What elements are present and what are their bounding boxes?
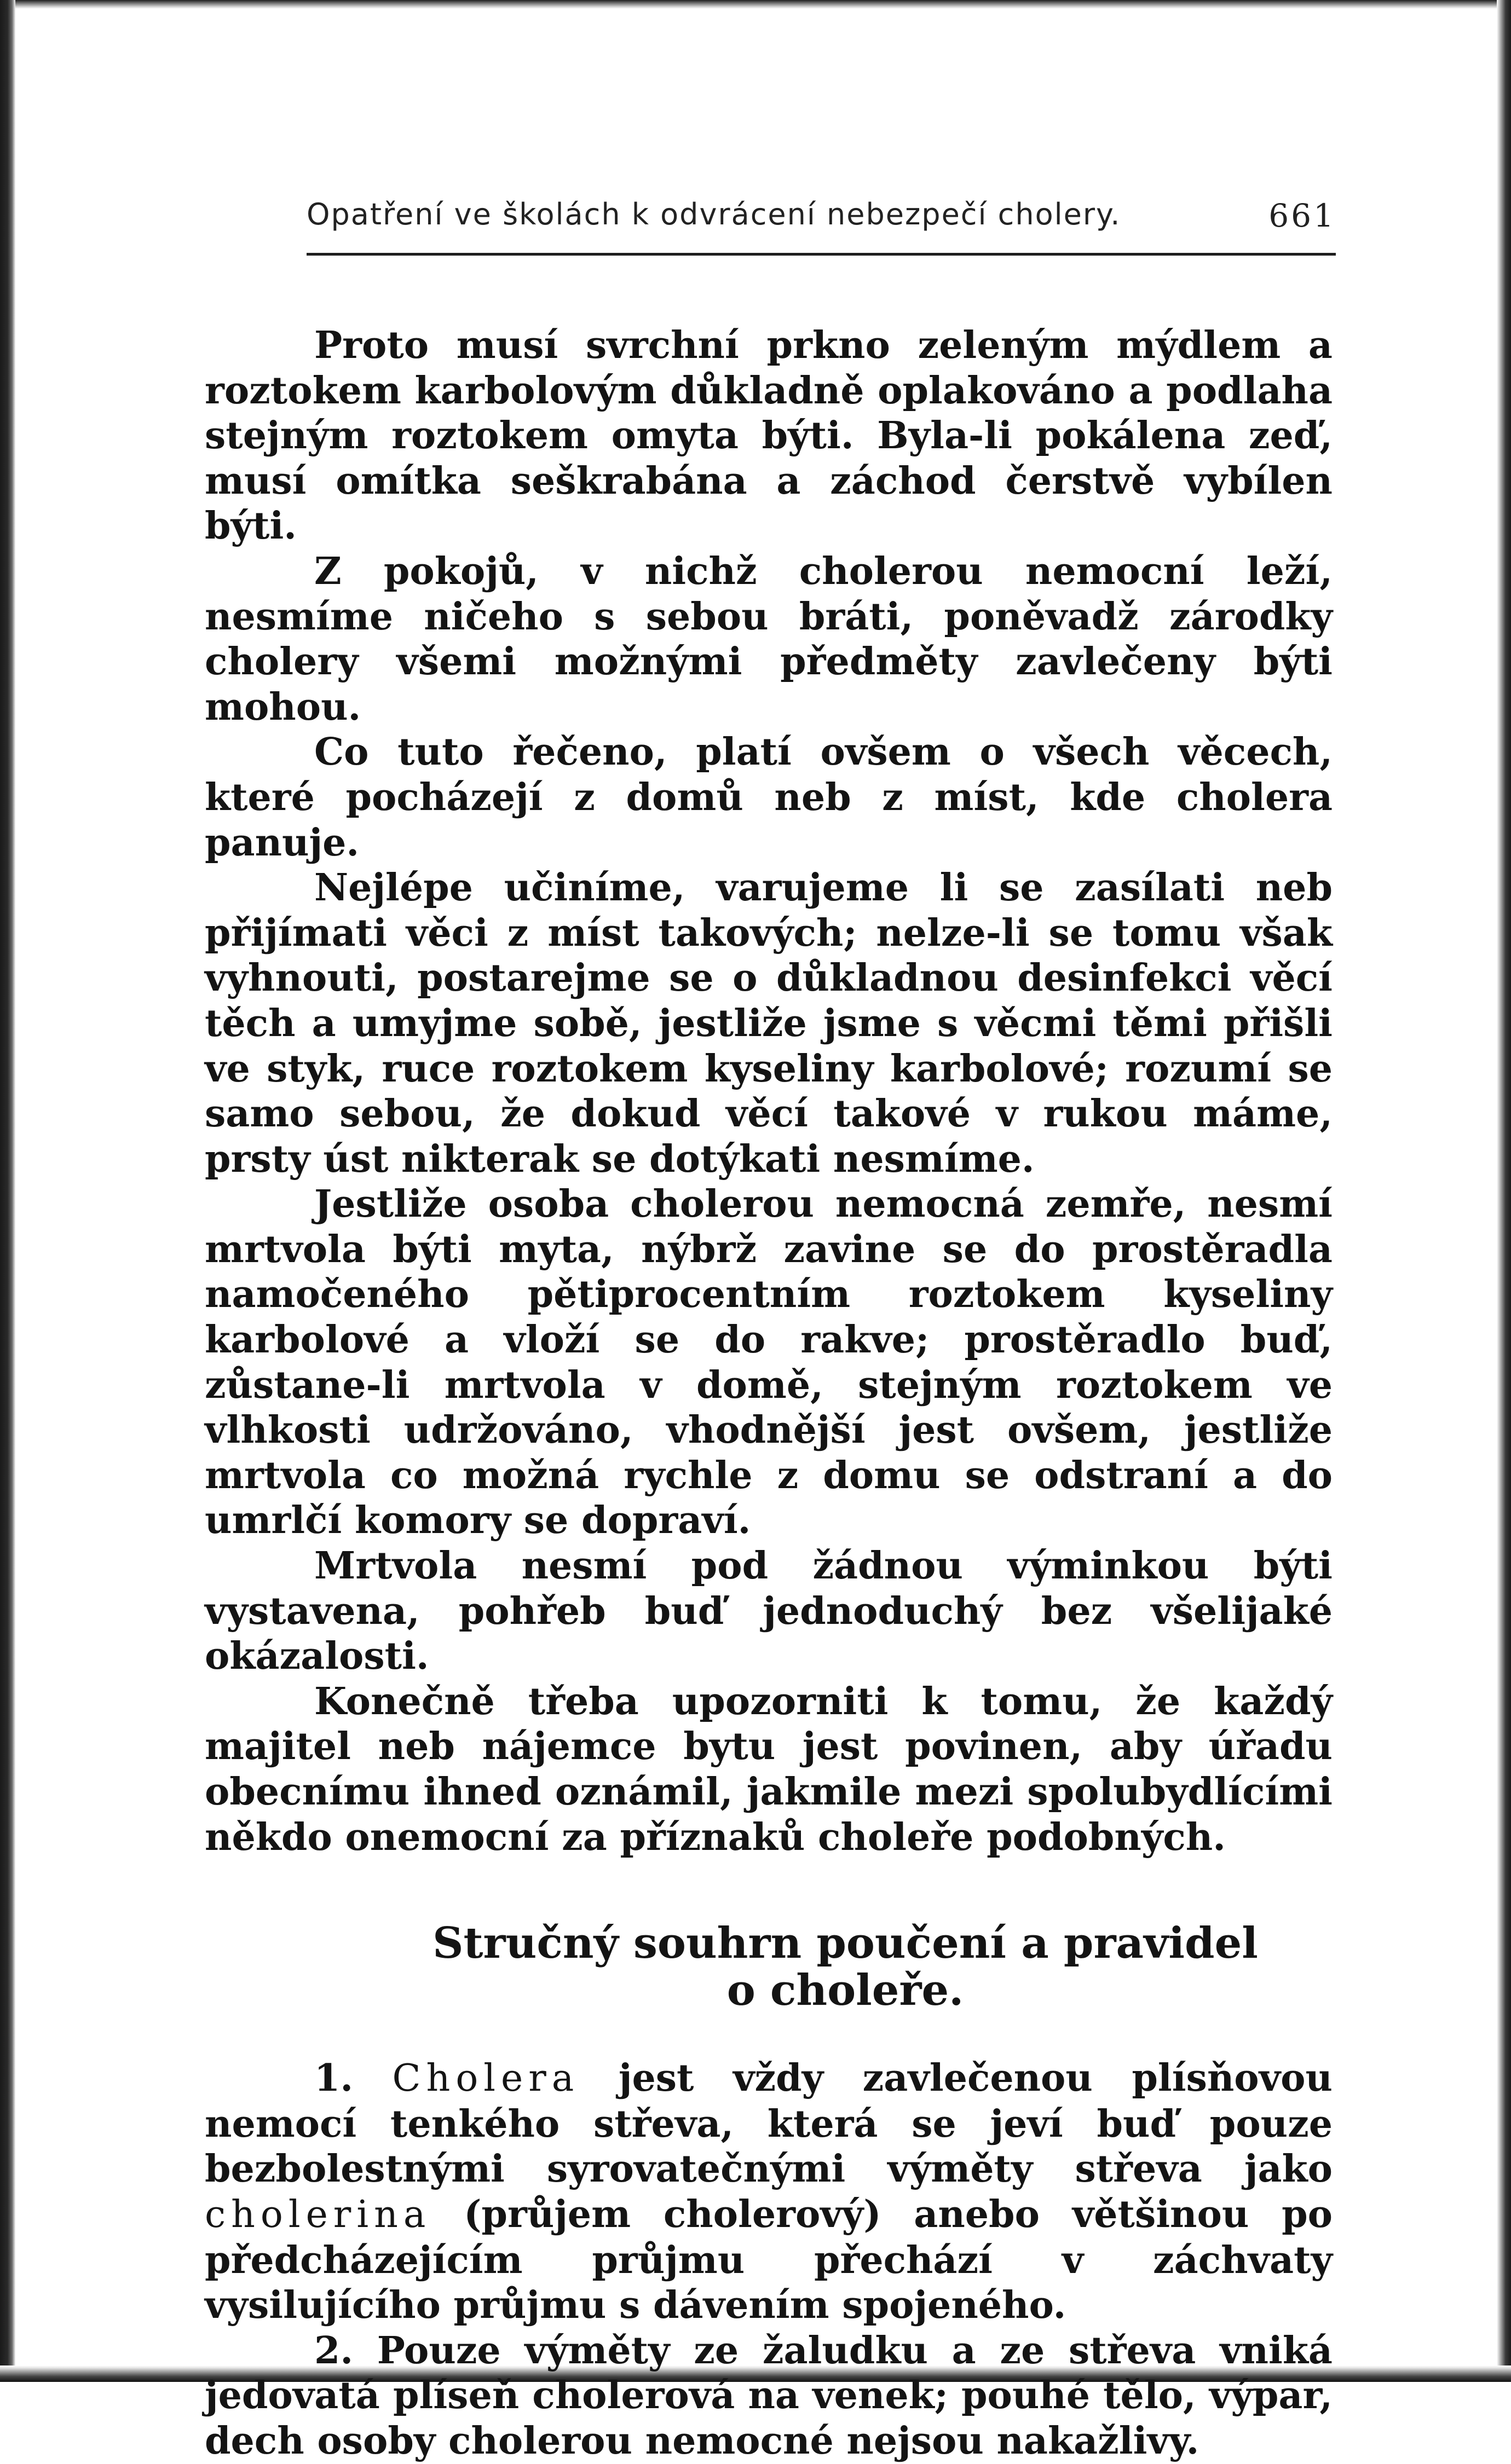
rule-number: 2. [314,2328,353,2373]
rule-term: Cholera [392,2057,580,2101]
paragraph: Co tuto řečeno, platí ovšem o všech věcech, které pocházejí z domů neb z míst, kde cholera panuje. [205,730,1333,865]
rule-text: jest vždy zavlečenou plísňovou nemocí tenkého střeva, která se jeví buď pouze bezbolestnými syrovatečnými výměty střeva jako [205,2056,1333,2191]
section-title-line-2: o choleře. [726,1965,964,2016]
rule-term: cholerina [205,2193,431,2236]
paragraph: Proto musí svrchní prkno zeleným mýdlem a roztokem karbolovým důkladně oplakováno a podlaha stejným roztokem omyta býti. Byla-li pokálena zeď, musí omítka seškrabána a záchod čerstvě vybílen býti. [205,323,1333,548]
section-title [205,1920,1343,2014]
page-number: 661 [1268,197,1336,234]
paragraph: Mrtvola nesmí pod žádnou výminkou býti vystavena, pohřeb buď jednoduchý bez všelijaké okázalosti. [205,1544,1333,1679]
rule-number: 1. [314,2056,353,2101]
paragraph: Z pokojů, v nichž cholerou nemocní leží, nesmíme ničeho s sebou bráti, poněvadž zárodky cholery všemi možnými předměty zavlečeny býti mohou. [205,549,1333,729]
scan-edge-top [0,0,1511,9]
rule-item-1 [205,2056,1333,2328]
rule-item-2 [205,2328,1333,2464]
scan-edge-left [0,0,15,2382]
paragraph: Konečně třeba upozorniti k tomu, že každý majitel neb nájemce bytu jest povinen, aby úřadu obecnímu ihned oznámil, jakmile mezi spolubydlícími někdo onemocní za příznaků choleře podobných. [205,1679,1333,1859]
scan-edge-right [1497,0,1511,2382]
running-head: Opatření ve školách k odvrácení nebezpečí cholery. [307,197,1121,232]
section-title-line-1: Stručný souhrn poučení a pravidel [432,1918,1258,1969]
paragraph: Jestliže osoba cholerou nemocná zemře, nesmí mrtvola býti myta, nýbrž zavine se do prostěradla namočeného pětiprocentním roztokem kyseliny karbolové a vloží se do rakve; prostěradlo buď, zůstane-li mrtvola v domě, stejným roztokem ve vlhkosti udržováno, vhodnější jest ovšem, jestliže mrtvola co možná rychle z domu se odstraní a do umrlčí komory se dopraví. [205,1182,1333,1543]
body-text [205,323,1333,2464]
rule-text: (průjem cholerový) anebo většinou po předcházejícím průjmu přechází v záchvaty vysilujícího průjmu s dávením spojeného. [205,2192,1333,2328]
paragraph: Nejlépe učiníme, varujeme li se zasílati neb přijímati věci z míst takových; nelze-li se tomu však vyhnouti, postarejme se o důkladnou desinfekci věcí těch a umyjme sobě, jestliže jsme s věcmi těmi přišli ve styk, ruce roztokem kyseliny karbolové; rozumí se samo sebou, že dokud věcí takové v rukou máme, prsty úst nikterak se dotýkati nesmíme. [205,866,1333,1181]
header-rule [307,253,1336,256]
rule-text: Pouze výměty ze žaludku a ze střeva vniká jedovatá plíseň cholerová na venek; pouhé tělo, výpar, dech osoby cholerou nemocné nejsou nakažlivy. [205,2328,1333,2463]
page-header [307,197,1336,246]
